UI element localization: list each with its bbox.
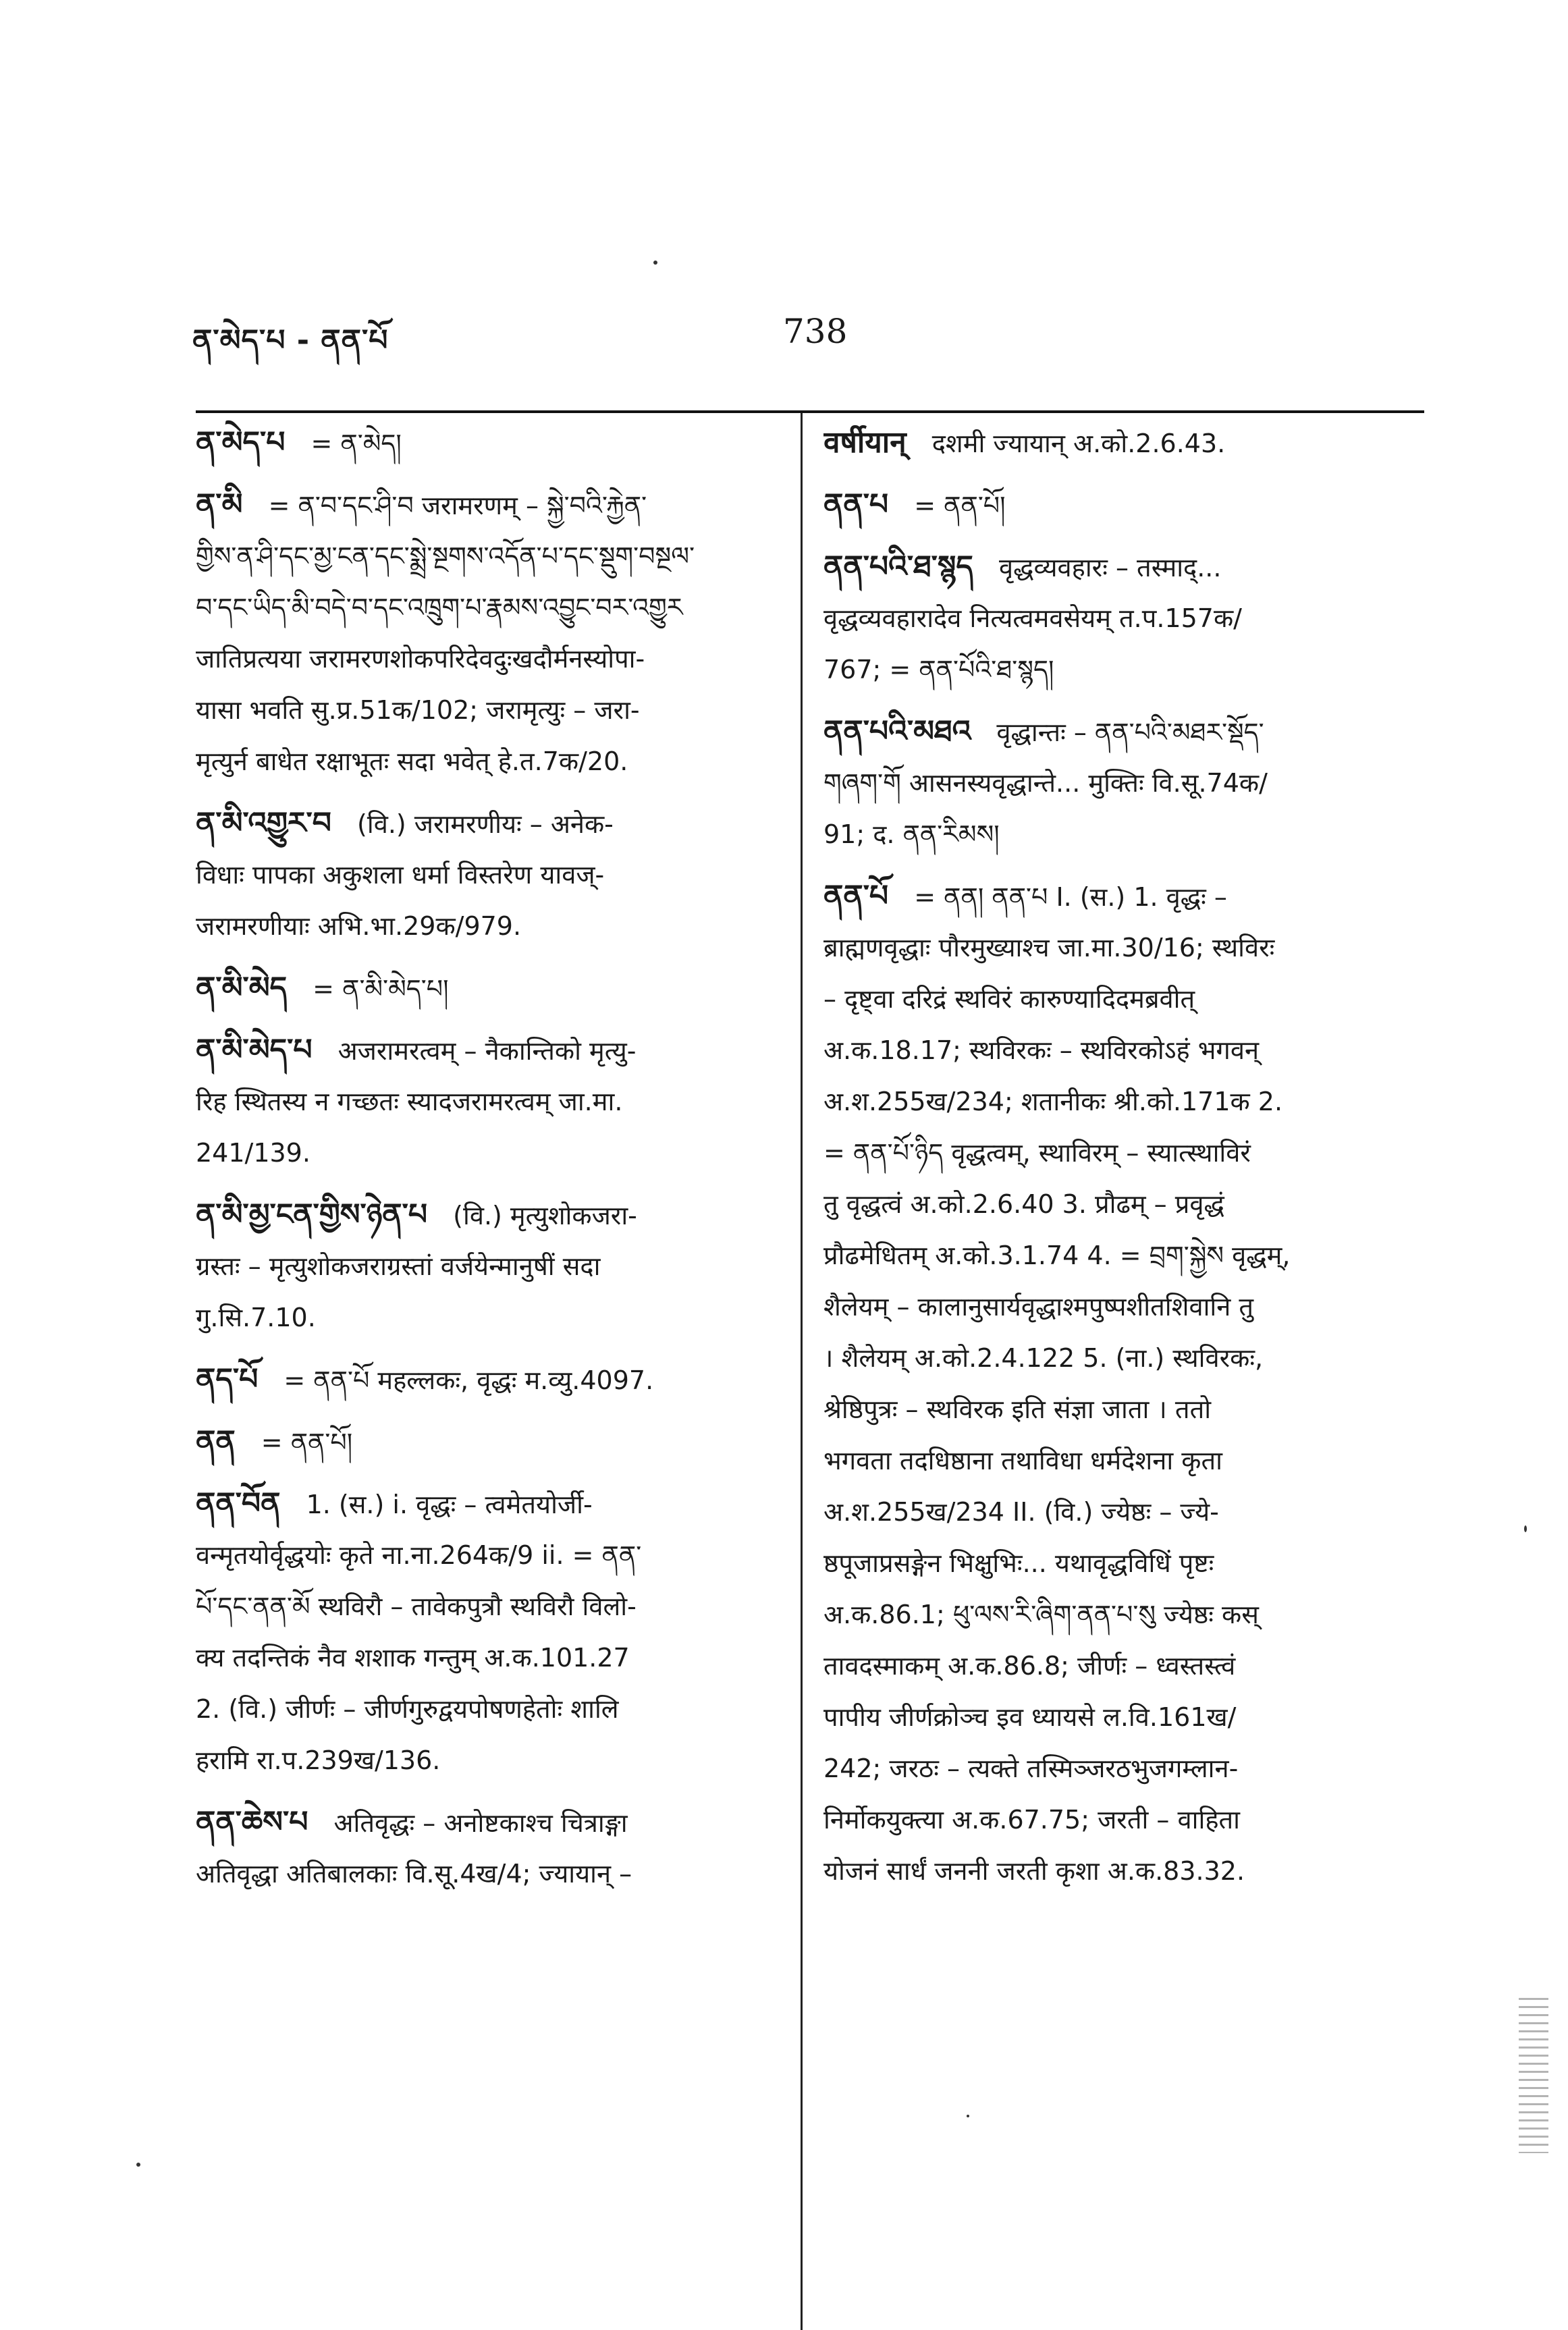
dictionary-entry xyxy=(196,1025,776,1178)
headword: ན་མི་མེད་པ xyxy=(196,1033,313,1067)
entry-line: यासा भवति सु.प्र.51क/102; जरामृत्युः – जरा- xyxy=(196,695,640,725)
headword: ནན་པའི་ཐ་སྙད xyxy=(823,549,973,584)
dictionary-entry xyxy=(823,479,1417,531)
headword: वर्षीयान् xyxy=(823,425,907,460)
entry-headline: ནན་བོན 1. (स.) i. वृद्धः – त्वमेतयोर्जी- xyxy=(196,1486,593,1521)
stray-mark xyxy=(967,2115,969,2117)
headword: ནན་པོ xyxy=(823,879,889,913)
dictionary-entry xyxy=(196,1416,776,1467)
entry-headline: ན་མེད་པ = ན་མེད། xyxy=(196,425,402,460)
headword: ན་མི xyxy=(196,487,243,522)
entry-line: अ.क.18.17; स्थविरकः – स्थविरकोऽहं भगवन् xyxy=(823,1035,1260,1065)
entry-line: प्रौढमेधितम् अ.को.3.1.74 4. = བྲག་སྐྱེས वृद्धम्, xyxy=(823,1241,1291,1270)
headword: ནན་ཆེས་པ xyxy=(196,1805,308,1839)
entry-line: निर्मोकयुक्त्या अ.क.67.75; जरती – वाहिता xyxy=(823,1805,1241,1835)
entry-line: 242; जरठः – त्यक्ते तस्मिञ्जरठभुजगम्लान- xyxy=(823,1754,1239,1783)
entry-line: གཞག་གོ आसनस्यवृद्धान्ते... मुक्तिः वि.सू.74क/ xyxy=(823,768,1268,798)
entry-line: ष्ठपूजाप्रसङ्गेन भिक्षुभिः... यथावृद्धविधिं पृष्टः xyxy=(823,1548,1214,1578)
entry-line: श्रेष्ठिपुत्रः – स्थविरक इति संज्ञा जाता । ततो xyxy=(823,1394,1212,1424)
entry-headline: ན་མི་མྱ་ངན་གྱིས་ཉེན་པ (वि.) मृत्युशोकजरा- xyxy=(196,1197,637,1232)
entry-line: वृद्धव्यवहारादेव नित्यत्वमवसेयम् त.प.157क/ xyxy=(823,603,1242,633)
entry-headline: ན་མི་མེད = ན་མི་མེད་པ། xyxy=(196,971,449,1005)
entry-line: अ.श.255ख/234 II. (वि.) ज्येष्ठः – ज्ये- xyxy=(823,1497,1219,1527)
entry-line: 2. (वि.) जीर्णः – जीर्णगुरुद्वयपोषणहेतोः शालि xyxy=(196,1694,619,1724)
dictionary-entry xyxy=(196,1354,776,1405)
headword: ནན་པ xyxy=(823,487,889,522)
headword: ན་མེད་པ xyxy=(196,425,286,460)
right-column xyxy=(823,417,1417,1907)
entry-line: योजनं सार्धं जननी जरती कृशा अ.क.83.32. xyxy=(823,1856,1245,1886)
entry-line: विधाः पापका अकुशला धर्मा विस्तरेण यावज्- xyxy=(196,860,605,890)
entry-line: अ.श.255ख/234; शतानीकः श्री.को.171क 2. xyxy=(823,1087,1283,1116)
entry-line: གྱིས་ན་ཤི་དང་མྱ་ངན་དང་སྨྲེ་སྔགས་འདོན་པ་དང་སྡུག་བསྔལ་ xyxy=(196,541,695,571)
headword: ན་མི་མེད xyxy=(196,971,288,1005)
header-rule xyxy=(196,410,1424,413)
dictionary-entry xyxy=(196,1797,776,1899)
column-divider xyxy=(801,413,803,2330)
entry-line: जातिप्रत्यया जरामरणशोकपरिदेवदुःखदौर्मनस्योपा- xyxy=(196,644,645,674)
page-number: 738 xyxy=(783,312,848,351)
stray-mark xyxy=(136,2163,140,2167)
headword: ནན་བོན xyxy=(196,1486,281,1521)
headword: ནད་པོ xyxy=(196,1362,259,1397)
dictionary-entry xyxy=(196,798,776,952)
entry-line: पापीय जीर्णक्रोञ्च इव ध्यायसे ल.वि.161ख/ xyxy=(823,1702,1237,1732)
stray-mark xyxy=(653,261,657,265)
entry-headline: ན་མི་འགྱུར་བ (वि.) जरामरणीयः – अनेक- xyxy=(196,806,614,840)
headword: ནན་པའི་མཐའ xyxy=(823,714,971,749)
entry-line: मृत्युर्न बाधेत रक्षाभूतः सदा भवेत् हे.त.7क/20. xyxy=(196,747,628,776)
stray-mark xyxy=(1524,1525,1527,1532)
entry-line: བ་དང་ཡིད་མི་བདེ་བ་དང་འཁྲུག་པ་རྣམས་འབྱུང་བར་འགྱུར xyxy=(196,593,683,622)
entry-line: वन्मृतयोर्वृद्धयोः कृते ना.ना.264क/9 ii. = ནན་ xyxy=(196,1540,642,1570)
headword: ན་མི་མྱ་ངན་གྱིས་ཉེན་པ xyxy=(196,1197,428,1232)
dictionary-entry xyxy=(196,479,776,787)
entry-headline: वर्षीयान् दशमी ज्यायान् अ.को.2.6.43. xyxy=(823,425,1226,460)
entry-line: रिह स्थितस्य न गच्छतः स्यादजरामरत्वम् जा.मा. xyxy=(196,1087,623,1116)
entry-line: जरामरणीयाः अभि.भा.29क/979. xyxy=(196,911,522,941)
dictionary-entry xyxy=(196,417,776,468)
running-head: ན་མེད་པ - ནན་པོ xyxy=(192,323,389,358)
entry-line: । शैलेयम् अ.को.2.4.122 5. (ना.) स्थविरकः, xyxy=(823,1343,1264,1373)
entry-headline: ནན་པའི་ཐ་སྙད वृद्धव्यवहारः – तस्माद्... xyxy=(823,549,1222,584)
headword: ན་མི་འགྱུར་བ xyxy=(196,806,331,840)
entry-line: 91; द. ནན་རིམས། xyxy=(823,819,1000,849)
entry-headline: ནན་པ = ནན་པོ། xyxy=(823,487,1006,522)
entry-line: ग्रस्तः – मृत्युशोकजराग्रस्तां वर्जयेन्मानुषीं सदा xyxy=(196,1251,601,1281)
entry-headline: ནན་པའི་མཐའ वृद्धान्तः – ནན་པའི་མཐར་སྡོད་ xyxy=(823,714,1264,749)
dictionary-entry xyxy=(196,1478,776,1786)
entry-line: शैलेयम् – कालानुसार्यवृद्धाश्मपुष्पशीतशिवानि तु xyxy=(823,1292,1254,1322)
entry-line: = ནན་པོ་ཉིད वृद्धत्वम्, स्थाविरम् – स्यात्स्थाविरं xyxy=(823,1138,1251,1168)
entry-line: गु.सि.7.10. xyxy=(196,1303,316,1332)
entry-line: 767; = ནན་པོའི་ཐ་སྙད། xyxy=(823,655,1054,684)
left-column xyxy=(196,417,776,1910)
entry-line: भगवता तदधिष्ठाना तथाविधा धर्मदेशना कृता xyxy=(823,1446,1222,1475)
entry-line: तु वृद्धत्वं अ.को.2.6.40 3. प्रौढम् – प्रवृद्धं xyxy=(823,1189,1224,1219)
dictionary-entry xyxy=(823,706,1417,860)
entry-line: क्य तदन्तिकं नैव शशाक गन्तुम् अ.क.101.27 xyxy=(196,1643,630,1673)
entry-line: अ.क.86.1; ཕུ་ལས་རི་ཞིག་ནན་པ་སུ ज्येष्ठः कस् xyxy=(823,1600,1259,1629)
entry-line: तावदस्माकम् अ.क.86.8; जीर्णः – ध्वस्तस्त्वं xyxy=(823,1651,1236,1681)
dictionary-entry xyxy=(823,417,1417,468)
headword: ནན xyxy=(196,1424,236,1459)
entry-headline: ན་མི་མེད་པ अजरामरत्वम् – नैकान्तिको मृत्यु- xyxy=(196,1033,637,1067)
entry-headline: ནན་ཆེས་པ अतिवृद्धः – अनोष्टकाश्च चित्राङ्गा xyxy=(196,1805,628,1839)
dictionary-entry xyxy=(196,963,776,1014)
entry-line: हरामि रा.प.239ख/136. xyxy=(196,1745,441,1775)
entry-line: अतिवृद्धा अतिबालकाः वि.सू.4ख/4; ज्यायान् – xyxy=(196,1859,632,1889)
entry-headline: ནད་པོ = ནན་པོ महल्लकः, वृद्धः म.व्यु.4097. xyxy=(196,1362,654,1397)
entry-headline: ནན = ནན་པོ། xyxy=(196,1424,353,1459)
entry-line: 241/139. xyxy=(196,1138,310,1168)
scan-edge-marks xyxy=(1519,1998,1548,2153)
entry-line: པོ་དང་ནན་མོ स्थविरौ – तावेकपुत्रौ स्थविरौ विलो- xyxy=(196,1592,637,1621)
entry-line: – दृष्ट्वा दरिद्रं स्थविरं कारुण्यादिदमब्रवीत् xyxy=(823,984,1195,1014)
dictionary-entry xyxy=(823,871,1417,1897)
dictionary-entry xyxy=(823,541,1417,695)
entry-headline: ནན་པོ = ནན། ནན་པ I. (स.) 1. वृद्धः – xyxy=(823,879,1227,913)
dictionary-entry xyxy=(196,1189,776,1343)
entry-headline: ན་མི = ན་བ་དང་ཤི་བ जरामरणम् – སྐྱེ་བའི་རྐྱེན་ xyxy=(196,487,647,522)
entry-line: ब्राह्मणवृद्धाः पौरमुख्याश्च जा.मा.30/16; स्थविरः xyxy=(823,933,1275,963)
